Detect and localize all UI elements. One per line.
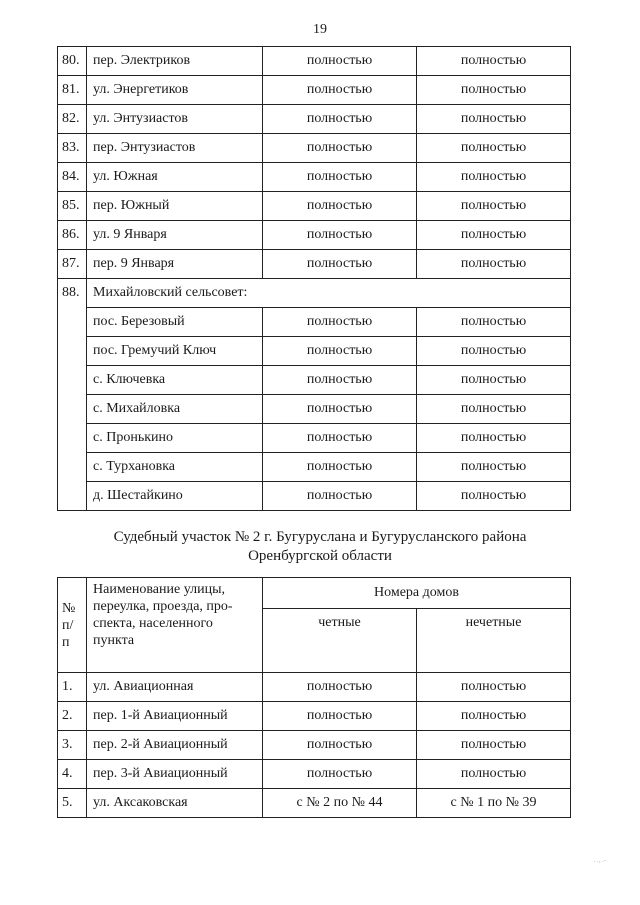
row-number: 88. [58,279,87,511]
even-houses: полностью [263,308,417,337]
even-houses: полностью [263,76,417,105]
header-number-line2: п/п [62,617,74,650]
even-houses: полностью [263,702,417,731]
odd-houses: полностью [417,482,571,511]
settlement-name: пос. Гремучий Ключ [87,337,263,366]
section-heading-line2: Оренбургской области [248,548,392,564]
even-houses: полностью [263,134,417,163]
table-row [58,453,571,482]
odd-houses: полностью [417,134,571,163]
even-houses: полностью [263,482,417,511]
section-heading [0,528,640,566]
table-row [58,395,571,424]
street-name: пер. 9 Января [87,250,263,279]
row-number: 80. [58,47,87,76]
table-row [58,789,571,818]
even-houses: полностью [263,337,417,366]
header-name-line: спекта, населенного [93,616,213,631]
row-number: 1. [58,673,87,702]
street-name: пер. 3-й Авиационный [87,760,263,789]
odd-houses: полностью [417,760,571,789]
settlement-name: д. Шестайкино [87,482,263,511]
odd-houses: полностью [417,221,571,250]
street-name: ул. 9 Января [87,221,263,250]
street-name: пер. Энтузиастов [87,134,263,163]
settlement-name: пос. Березовый [87,308,263,337]
street-name: пер. 2-й Авиационный [87,731,263,760]
odd-houses: полностью [417,702,571,731]
settlement-name: с. Михайловка [87,395,263,424]
table-row [58,76,571,105]
table-row [58,134,571,163]
header-name-line: Наименование улицы, [93,582,225,597]
row-number: 85. [58,192,87,221]
odd-houses: полностью [417,105,571,134]
row-number: 2. [58,702,87,731]
odd-houses: полностью [417,731,571,760]
table-row [58,366,571,395]
row-number: 87. [58,250,87,279]
row-number: 84. [58,163,87,192]
even-houses: полностью [263,366,417,395]
odd-houses: полностью [417,395,571,424]
header-number [58,578,87,673]
even-houses: полностью [263,47,417,76]
street-name: ул. Энергетиков [87,76,263,105]
row-number: 5. [58,789,87,818]
street-name: ул. Южная [87,163,263,192]
odd-houses: полностью [417,366,571,395]
group-row [58,279,571,308]
corner-mark: ..,.- [594,858,607,864]
street-name: пер. 1-й Авиационный [87,702,263,731]
even-houses: полностью [263,163,417,192]
odd-houses: полностью [417,192,571,221]
settlement-name: с. Пронькино [87,424,263,453]
odd-houses: полностью [417,453,571,482]
even-houses: полностью [263,424,417,453]
even-houses: полностью [263,395,417,424]
street-name: ул. Энтузиастов [87,105,263,134]
settlement-name: с. Ключевка [87,366,263,395]
table-row [58,250,571,279]
street-name: ул. Аксаковская [87,789,263,818]
table-row [58,424,571,453]
odd-houses: с № 1 по № 39 [417,789,571,818]
table-row [58,731,571,760]
odd-houses: полностью [417,163,571,192]
table-row [58,163,571,192]
header-even: четные [263,609,417,673]
table-row [58,760,571,789]
row-number: 4. [58,760,87,789]
odd-houses: полностью [417,424,571,453]
table-row [58,221,571,250]
table-row [58,673,571,702]
odd-houses: полностью [417,76,571,105]
row-number: 81. [58,76,87,105]
even-houses: полностью [263,673,417,702]
even-houses: полностью [263,731,417,760]
table-row [58,702,571,731]
table-row [58,308,571,337]
odd-houses: полностью [417,337,571,366]
section-heading-line1: Судебный участок № 2 г. Бугуруслана и Бугурусланского района [113,529,527,545]
streets-table-continued [57,46,571,511]
header-name [87,578,263,673]
even-houses: полностью [263,250,417,279]
row-number: 86. [58,221,87,250]
odd-houses: полностью [417,673,571,702]
even-houses: полностью [263,221,417,250]
street-name: ул. Авиационная [87,673,263,702]
header-odd: нечетные [417,609,571,673]
even-houses: с № 2 по № 44 [263,789,417,818]
table-row [58,47,571,76]
row-number: 83. [58,134,87,163]
table-row [58,337,571,366]
row-number: 3. [58,731,87,760]
court-district-2-table [57,577,571,818]
header-name-line: переулка, проезда, про- [93,599,233,614]
even-houses: полностью [263,192,417,221]
odd-houses: полностью [417,250,571,279]
street-name: пер. Южный [87,192,263,221]
odd-houses: полностью [417,308,571,337]
table-row [58,105,571,134]
header-house-numbers: Номера домов [263,578,571,609]
header-name-line: пункта [93,633,135,648]
table-row [58,482,571,511]
odd-houses: полностью [417,47,571,76]
settlement-name: с. Турхановка [87,453,263,482]
row-number: 82. [58,105,87,134]
group-title: Михайловский сельсовет: [87,279,571,308]
even-houses: полностью [263,453,417,482]
even-houses: полностью [263,760,417,789]
header-number-line1: № [62,600,76,616]
even-houses: полностью [263,105,417,134]
table-row [58,192,571,221]
street-name: пер. Электриков [87,47,263,76]
page-number: 19 [313,22,327,37]
